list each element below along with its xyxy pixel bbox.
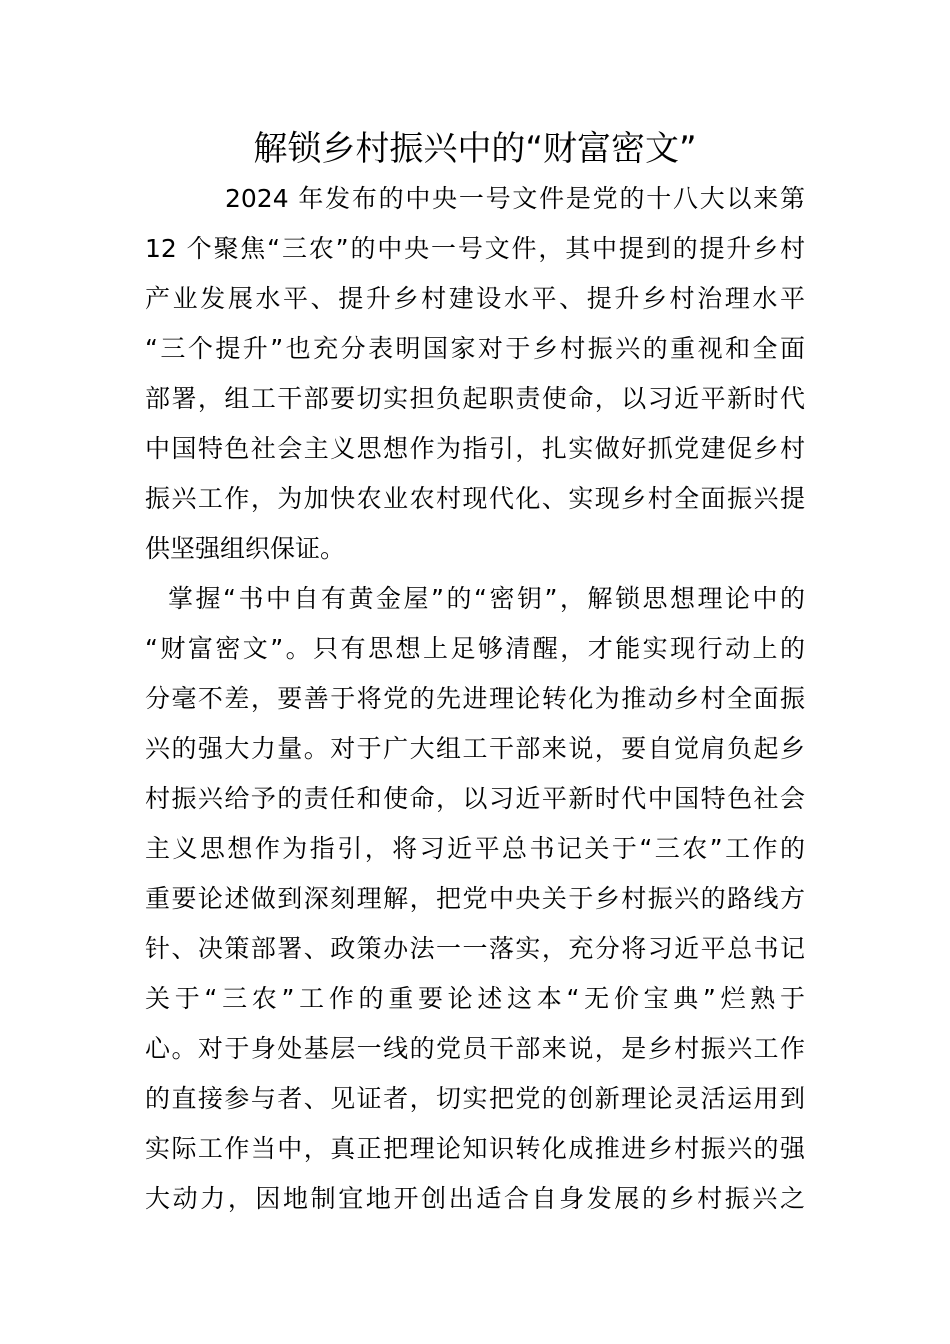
- paragraph-2-line-8: 针、决策部署、政策办法一一落实，充分将习近平总书记: [145, 934, 805, 963]
- paragraph-2-line-3: 分毫不差，要善于将党的先进理论转化为推动乡村全面振: [145, 684, 805, 713]
- paragraph-2-line-9: 关于“三农”工作的重要论述这本“无价宝典”烂熟于: [145, 984, 805, 1013]
- paragraph-2-line-13: 大动力，因地制宜地开创出适合自身发展的乡村振兴之: [145, 1184, 805, 1213]
- paragraph-1-line-8: 供坚强组织保证。: [145, 534, 346, 563]
- paragraph-1-line-4: “三个提升”也充分表明国家对于乡村振兴的重视和全面: [145, 334, 805, 363]
- paragraph-2-line-7: 重要论述做到深刻理解，把党中央关于乡村振兴的路线方: [145, 884, 805, 913]
- paragraph-2-line-2: “财富密文”。只有思想上足够清醒，才能实现行动上的: [145, 634, 805, 663]
- paragraph-2-line-1: 掌握“书中自有黄金屋”的“密钥”，解锁思想理论中的: [168, 584, 805, 613]
- paragraph-2-line-10: 心。对于身处基层一线的党员干部来说，是乡村振兴工作: [145, 1034, 805, 1063]
- paragraph-1-line-7: 振兴工作，为加快农业农村现代化、实现乡村全面振兴提: [145, 484, 805, 513]
- document-title: 解锁乡村振兴中的“财富密文”: [253, 129, 697, 169]
- paragraph-1-line-6: 中国特色社会主义思想作为指引，扎实做好抓党建促乡村: [145, 434, 805, 463]
- paragraph-1-line-5: 部署，组工干部要切实担负起职责使命，以习近平新时代: [145, 384, 805, 413]
- paragraph-1-line-1: 2024 年发布的中央一号文件是党的十八大以来第: [225, 184, 805, 213]
- paragraph-2-line-4: 兴的强大力量。对于广大组工干部来说，要自觉肩负起乡: [145, 734, 805, 763]
- paragraph-2-line-11: 的直接参与者、见证者，切实把党的创新理论灵活运用到: [145, 1084, 805, 1113]
- paragraph-1-line-2: 12 个聚焦“三农”的中央一号文件，其中提到的提升乡村: [145, 234, 805, 263]
- paragraph-2-line-5: 村振兴给予的责任和使命，以习近平新时代中国特色社会: [145, 784, 805, 813]
- paragraph-2-line-6: 主义思想作为指引，将习近平总书记关于“三农”工作的: [145, 834, 805, 863]
- paragraph-2-line-12: 实际工作当中，真正把理论知识转化成推进乡村振兴的强: [145, 1134, 805, 1163]
- paragraph-1-line-3: 产业发展水平、提升乡村建设水平、提升乡村治理水平: [145, 284, 805, 313]
